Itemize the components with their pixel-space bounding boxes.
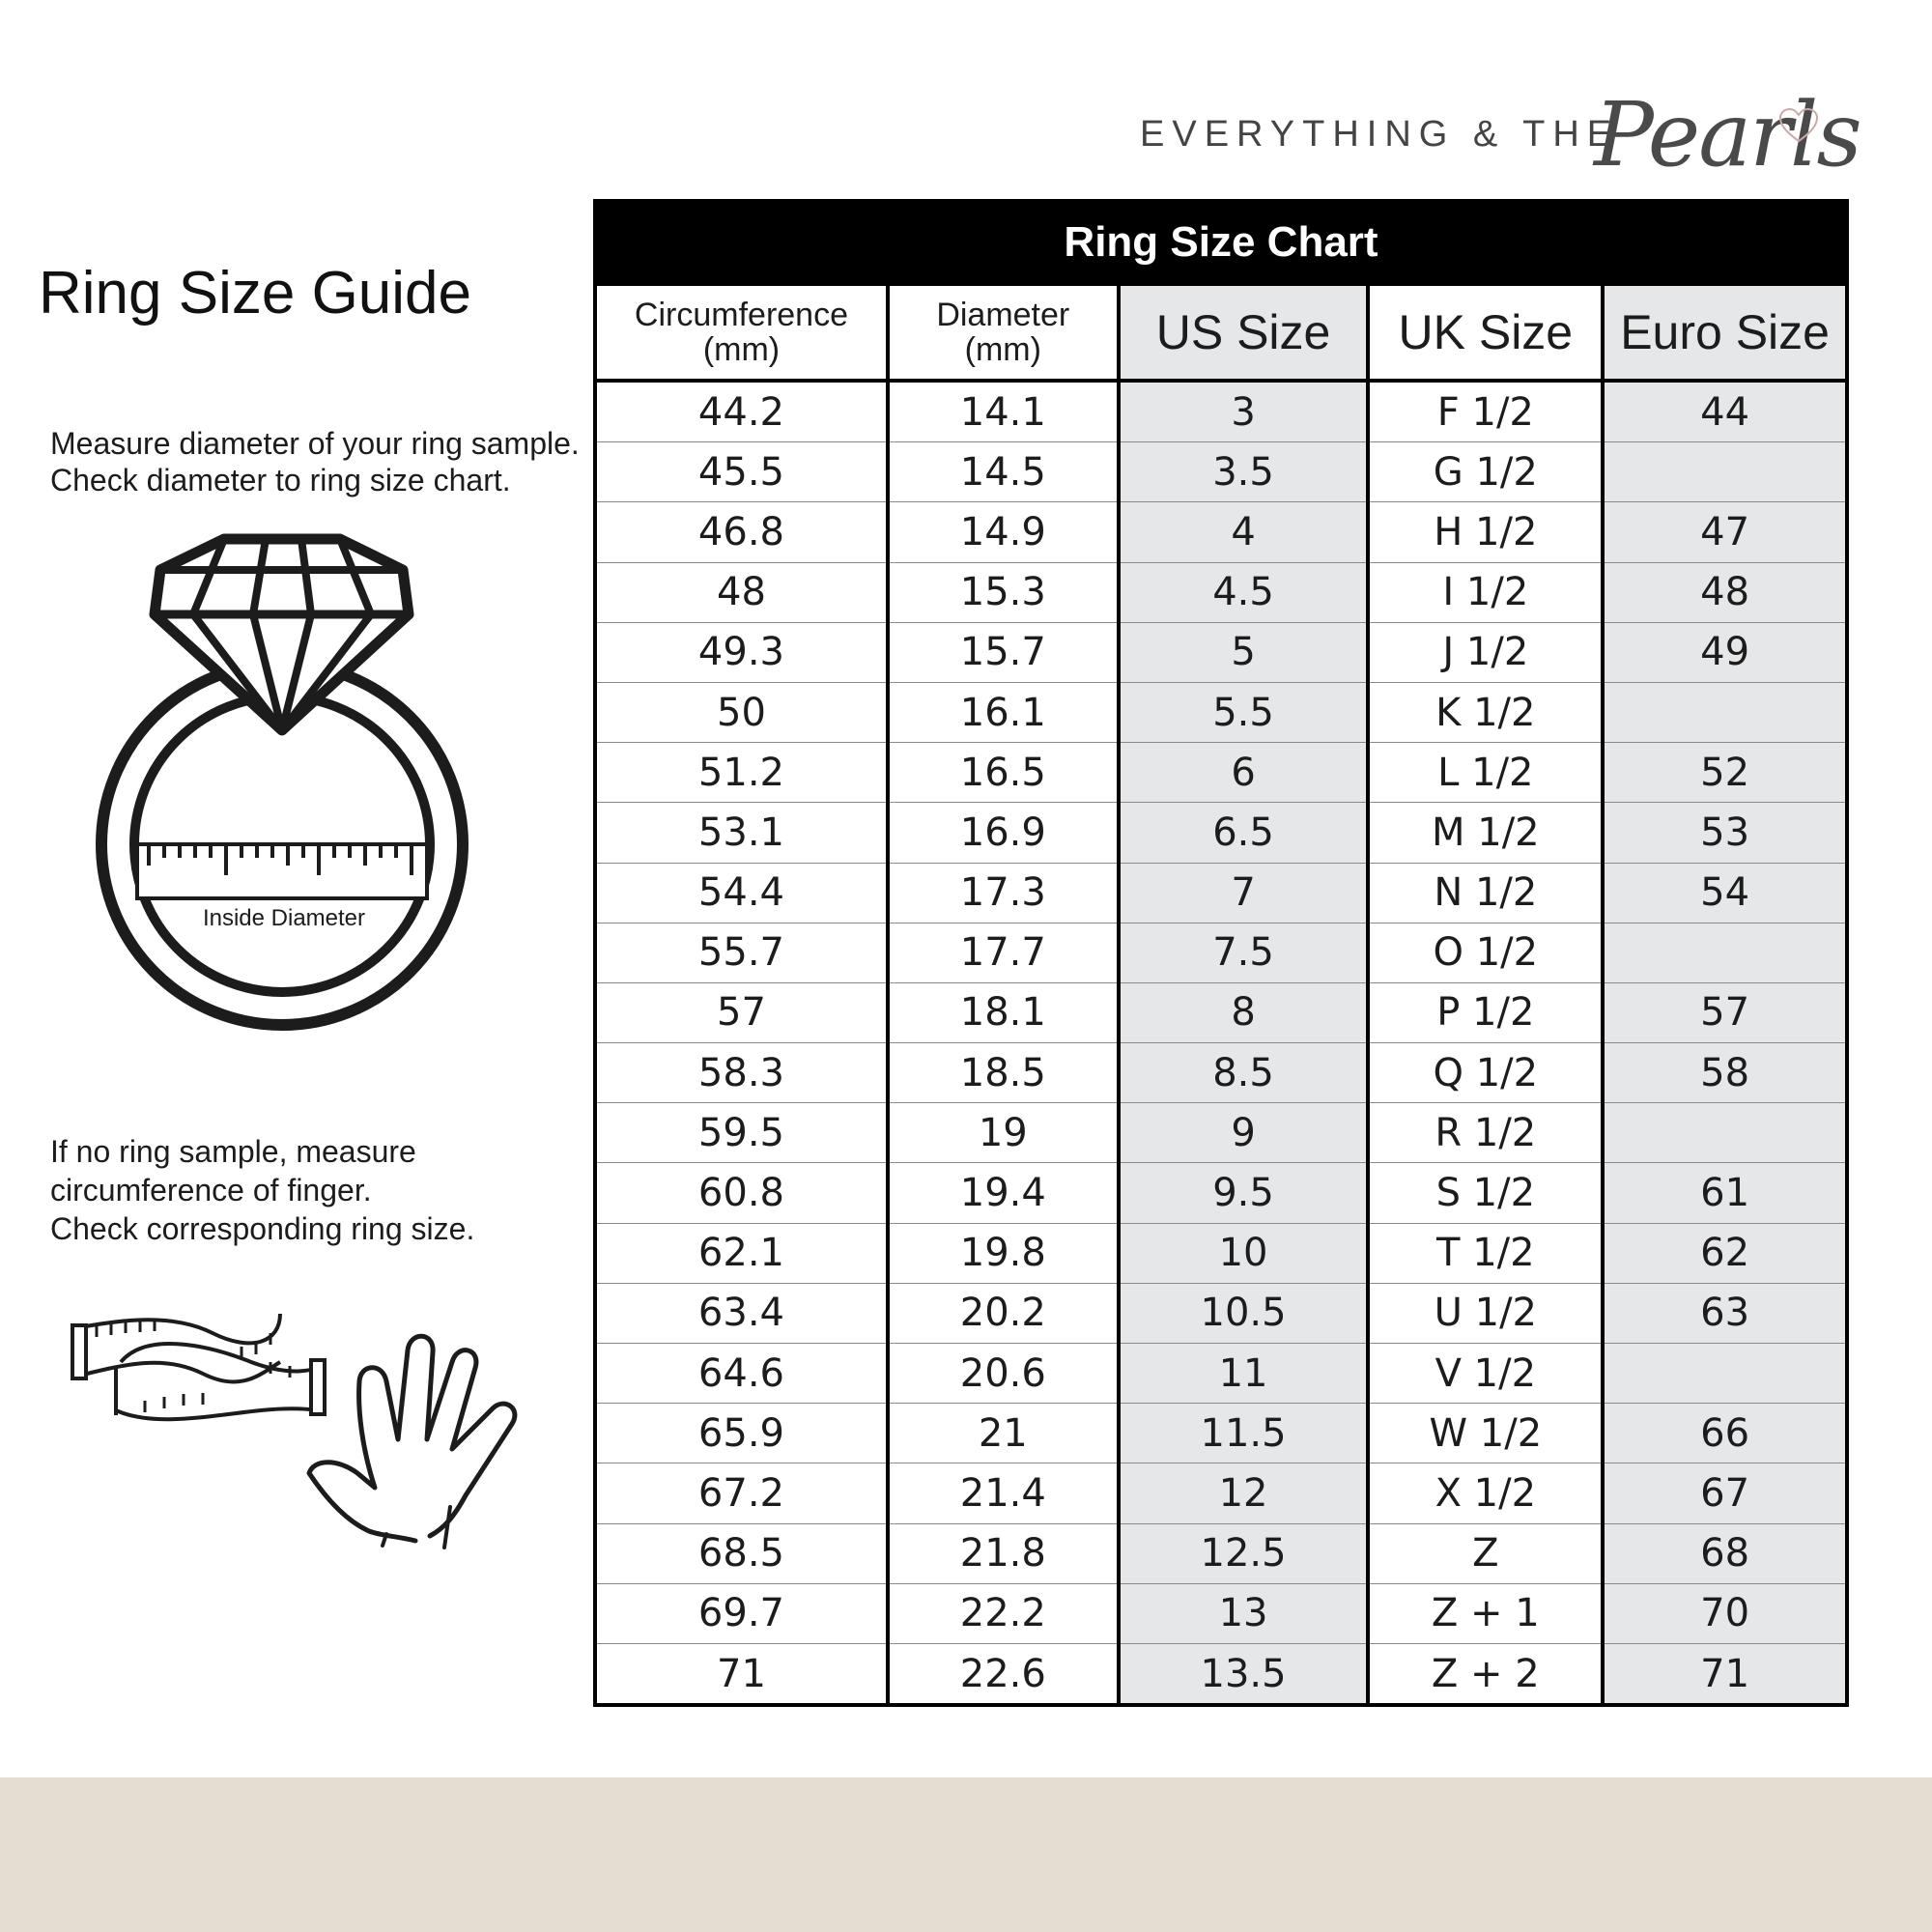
uk-size-cell: U 1/2 bbox=[1368, 1283, 1603, 1343]
diameter-cell: 15.7 bbox=[888, 622, 1119, 682]
us-size-cell: 13 bbox=[1119, 1583, 1369, 1643]
table-row bbox=[595, 442, 1847, 502]
euro-size-cell: 48 bbox=[1603, 562, 1847, 622]
table-row bbox=[595, 923, 1847, 982]
diameter-cell: 20.2 bbox=[888, 1283, 1119, 1343]
euro-size-cell: 62 bbox=[1603, 1223, 1847, 1283]
table-row bbox=[595, 1643, 1847, 1705]
guide-title: Ring Size Guide bbox=[39, 260, 472, 327]
uk-size-cell: S 1/2 bbox=[1368, 1163, 1603, 1223]
circumference-cell: 57 bbox=[595, 982, 888, 1042]
euro-size-cell: 54 bbox=[1603, 863, 1847, 923]
ruler-label: Inside Diameter bbox=[202, 905, 366, 931]
diameter-cell: 14.5 bbox=[888, 442, 1119, 502]
euro-size-cell bbox=[1603, 1103, 1847, 1163]
diameter-cell: 21.8 bbox=[888, 1523, 1119, 1583]
us-size-cell: 4.5 bbox=[1119, 562, 1369, 622]
uk-size-cell: T 1/2 bbox=[1368, 1223, 1603, 1283]
column-header-circumference: Circumference (mm) bbox=[595, 286, 888, 381]
table-row bbox=[595, 1163, 1847, 1223]
uk-size-cell: Z + 2 bbox=[1368, 1643, 1603, 1705]
column-header-us-size: US Size bbox=[1119, 286, 1369, 381]
table-row bbox=[595, 622, 1847, 682]
footer-band bbox=[0, 1777, 1932, 1932]
table-row bbox=[595, 682, 1847, 742]
table-row bbox=[595, 381, 1847, 442]
us-size-cell: 8.5 bbox=[1119, 1043, 1369, 1103]
diameter-cell: 16.9 bbox=[888, 803, 1119, 863]
instruction-line: circumference of finger. bbox=[50, 1173, 372, 1208]
table-row bbox=[595, 1043, 1847, 1103]
ring-size-table bbox=[593, 286, 1849, 1707]
hand-icon bbox=[309, 1336, 515, 1541]
brand-logo bbox=[1140, 83, 1861, 195]
circumference-cell: 62.1 bbox=[595, 1223, 888, 1283]
diameter-cell: 19.4 bbox=[888, 1163, 1119, 1223]
euro-size-cell: 49 bbox=[1603, 622, 1847, 682]
table-row bbox=[595, 743, 1847, 803]
circumference-cell: 63.4 bbox=[595, 1283, 888, 1343]
circumference-cell: 59.5 bbox=[595, 1103, 888, 1163]
euro-size-cell: 63 bbox=[1603, 1283, 1847, 1343]
us-size-cell: 13.5 bbox=[1119, 1643, 1369, 1705]
table-row bbox=[595, 502, 1847, 562]
euro-size-cell: 44 bbox=[1603, 381, 1847, 442]
euro-size-cell: 61 bbox=[1603, 1163, 1847, 1223]
circumference-cell: 51.2 bbox=[595, 743, 888, 803]
diameter-cell: 17.7 bbox=[888, 923, 1119, 982]
uk-size-cell: G 1/2 bbox=[1368, 442, 1603, 502]
diameter-cell: 21 bbox=[888, 1404, 1119, 1463]
table-header-row bbox=[595, 286, 1847, 381]
uk-size-cell: I 1/2 bbox=[1368, 562, 1603, 622]
table-row bbox=[595, 803, 1847, 863]
us-size-cell: 5.5 bbox=[1119, 682, 1369, 742]
us-size-cell: 9 bbox=[1119, 1103, 1369, 1163]
us-size-cell: 10 bbox=[1119, 1223, 1369, 1283]
euro-size-cell: 57 bbox=[1603, 982, 1847, 1042]
table-row bbox=[595, 1583, 1847, 1643]
circumference-cell: 54.4 bbox=[595, 863, 888, 923]
instruction-line: Check corresponding ring size. bbox=[50, 1211, 475, 1246]
us-size-cell: 6.5 bbox=[1119, 803, 1369, 863]
euro-size-cell: 70 bbox=[1603, 1583, 1847, 1643]
circumference-cell: 64.6 bbox=[595, 1344, 888, 1404]
diameter-cell: 16.1 bbox=[888, 682, 1119, 742]
circumference-cell: 58.3 bbox=[595, 1043, 888, 1103]
instruction-line: Check diameter to ring size chart. bbox=[50, 463, 511, 497]
circumference-cell: 67.2 bbox=[595, 1463, 888, 1523]
us-size-cell: 5 bbox=[1119, 622, 1369, 682]
diameter-cell: 19.8 bbox=[888, 1223, 1119, 1283]
table-row bbox=[595, 1463, 1847, 1523]
us-size-cell: 3.5 bbox=[1119, 442, 1369, 502]
diameter-cell: 14.9 bbox=[888, 502, 1119, 562]
ring-size-chart bbox=[593, 199, 1849, 1707]
uk-size-cell: Q 1/2 bbox=[1368, 1043, 1603, 1103]
circumference-cell: 48 bbox=[595, 562, 888, 622]
uk-size-cell: Z bbox=[1368, 1523, 1603, 1583]
table-row bbox=[595, 1103, 1847, 1163]
table-row bbox=[595, 1223, 1847, 1283]
uk-size-cell: L 1/2 bbox=[1368, 743, 1603, 803]
column-header-diameter: Diameter (mm) bbox=[888, 286, 1119, 381]
diameter-cell: 18.5 bbox=[888, 1043, 1119, 1103]
us-size-cell: 3 bbox=[1119, 381, 1369, 442]
diameter-cell: 19 bbox=[888, 1103, 1119, 1163]
column-header-euro-size: Euro Size bbox=[1603, 286, 1847, 381]
table-row bbox=[595, 863, 1847, 923]
instruction-line: If no ring sample, measure bbox=[50, 1134, 416, 1169]
circumference-cell: 50 bbox=[595, 682, 888, 742]
brand-text: EVERYTHING & THE bbox=[1140, 114, 1620, 155]
heart-outline-icon bbox=[1777, 106, 1820, 145]
us-size-cell: 7.5 bbox=[1119, 923, 1369, 982]
uk-size-cell: W 1/2 bbox=[1368, 1404, 1603, 1463]
uk-size-cell: F 1/2 bbox=[1368, 381, 1603, 442]
diameter-cell: 22.2 bbox=[888, 1583, 1119, 1643]
diameter-cell: 21.4 bbox=[888, 1463, 1119, 1523]
euro-size-cell: 58 bbox=[1603, 1043, 1847, 1103]
us-size-cell: 11 bbox=[1119, 1344, 1369, 1404]
euro-size-cell bbox=[1603, 682, 1847, 742]
circumference-cell: 49.3 bbox=[595, 622, 888, 682]
us-size-cell: 4 bbox=[1119, 502, 1369, 562]
uk-size-cell: K 1/2 bbox=[1368, 682, 1603, 742]
diameter-cell: 17.3 bbox=[888, 863, 1119, 923]
circumference-cell: 53.1 bbox=[595, 803, 888, 863]
diameter-cell: 18.1 bbox=[888, 982, 1119, 1042]
us-size-cell: 12 bbox=[1119, 1463, 1369, 1523]
diameter-cell: 16.5 bbox=[888, 743, 1119, 803]
uk-size-cell: V 1/2 bbox=[1368, 1344, 1603, 1404]
us-size-cell: 11.5 bbox=[1119, 1404, 1369, 1463]
euro-size-cell: 52 bbox=[1603, 743, 1847, 803]
diamond-ring-icon bbox=[87, 529, 483, 1041]
uk-size-cell: Z + 1 bbox=[1368, 1583, 1603, 1643]
uk-size-cell: J 1/2 bbox=[1368, 622, 1603, 682]
table-row bbox=[595, 1404, 1847, 1463]
euro-size-cell: 47 bbox=[1603, 502, 1847, 562]
diameter-cell: 22.6 bbox=[888, 1643, 1119, 1705]
circumference-cell: 68.5 bbox=[595, 1523, 888, 1583]
us-size-cell: 7 bbox=[1119, 863, 1369, 923]
instruction-line: Measure diameter of your ring sample. bbox=[50, 426, 580, 461]
circumference-cell: 60.8 bbox=[595, 1163, 888, 1223]
circumference-cell: 45.5 bbox=[595, 442, 888, 502]
instruction-no-ring bbox=[50, 1132, 474, 1248]
table-row bbox=[595, 562, 1847, 622]
circumference-cell: 69.7 bbox=[595, 1583, 888, 1643]
instruction-ring-sample bbox=[50, 425, 580, 498]
euro-size-cell bbox=[1603, 1344, 1847, 1404]
uk-size-cell: X 1/2 bbox=[1368, 1463, 1603, 1523]
us-size-cell: 10.5 bbox=[1119, 1283, 1369, 1343]
table-row bbox=[595, 1344, 1847, 1404]
column-header-uk-size: UK Size bbox=[1368, 286, 1603, 381]
tape-and-hand-icon bbox=[68, 1304, 570, 1565]
euro-size-cell: 67 bbox=[1603, 1463, 1847, 1523]
chart-title: Ring Size Chart bbox=[593, 199, 1849, 286]
uk-size-cell: H 1/2 bbox=[1368, 502, 1603, 562]
euro-size-cell: 66 bbox=[1603, 1404, 1847, 1463]
circumference-cell: 46.8 bbox=[595, 502, 888, 562]
euro-size-cell: 68 bbox=[1603, 1523, 1847, 1583]
euro-size-cell: 71 bbox=[1603, 1643, 1847, 1705]
euro-size-cell: 53 bbox=[1603, 803, 1847, 863]
us-size-cell: 8 bbox=[1119, 982, 1369, 1042]
circumference-cell: 44.2 bbox=[595, 381, 888, 442]
table-row bbox=[595, 1283, 1847, 1343]
us-size-cell: 9.5 bbox=[1119, 1163, 1369, 1223]
us-size-cell: 6 bbox=[1119, 743, 1369, 803]
table-row bbox=[595, 1523, 1847, 1583]
us-size-cell: 12.5 bbox=[1119, 1523, 1369, 1583]
table-row bbox=[595, 982, 1847, 1042]
uk-size-cell: R 1/2 bbox=[1368, 1103, 1603, 1163]
circumference-cell: 65.9 bbox=[595, 1404, 888, 1463]
uk-size-cell: M 1/2 bbox=[1368, 803, 1603, 863]
uk-size-cell: O 1/2 bbox=[1368, 923, 1603, 982]
diameter-cell: 15.3 bbox=[888, 562, 1119, 622]
circumference-cell: 71 bbox=[595, 1643, 888, 1705]
uk-size-cell: N 1/2 bbox=[1368, 863, 1603, 923]
uk-size-cell: P 1/2 bbox=[1368, 982, 1603, 1042]
brand-script: Pearls bbox=[1594, 83, 1861, 186]
euro-size-cell bbox=[1603, 923, 1847, 982]
diameter-cell: 14.1 bbox=[888, 381, 1119, 442]
circumference-cell: 55.7 bbox=[595, 923, 888, 982]
euro-size-cell bbox=[1603, 442, 1847, 502]
diameter-cell: 20.6 bbox=[888, 1344, 1119, 1404]
